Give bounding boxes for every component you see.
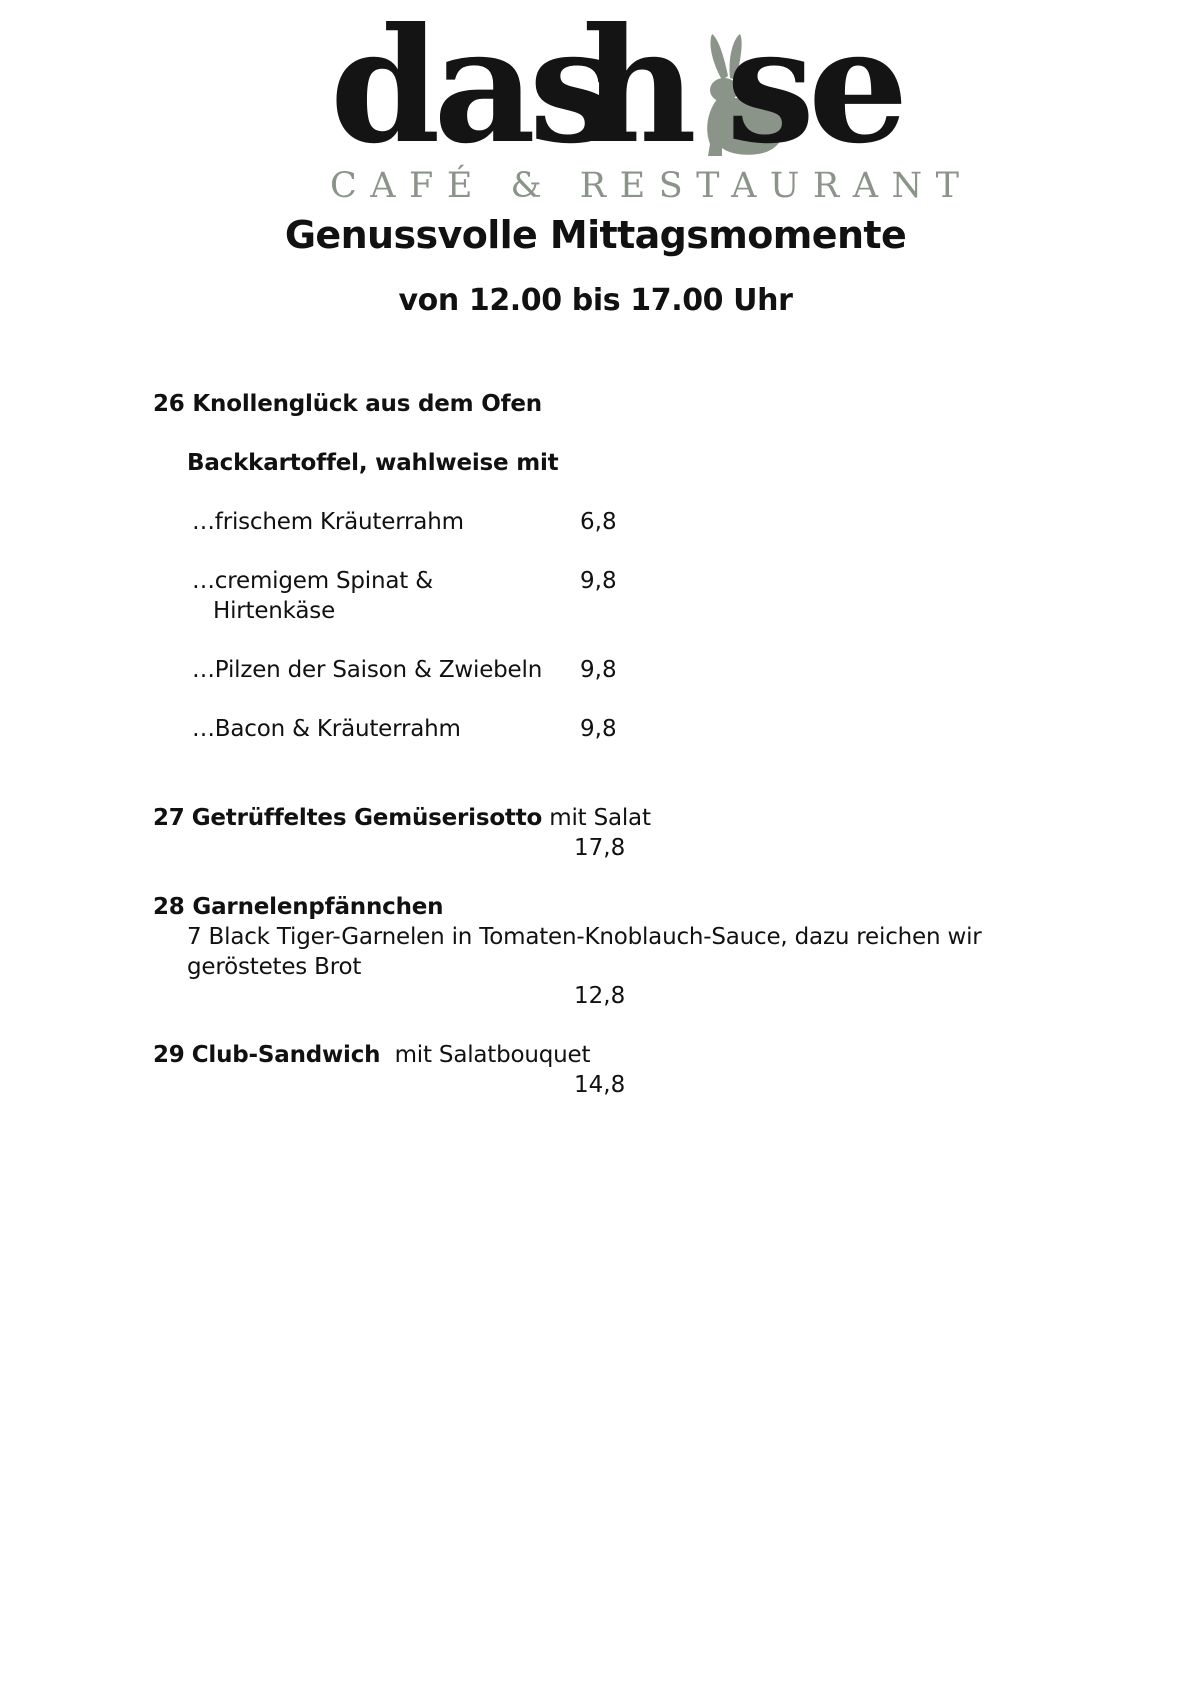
logo-word-se: se — [726, 0, 902, 179]
item-name: Knollenglück aus dem Ofen — [192, 391, 542, 417]
menu-item-27-heading — [153, 805, 651, 831]
menu-item-26-intro: Backkartoffel, wahlweise mit — [187, 450, 559, 476]
option-price: 6,8 — [580, 509, 617, 535]
logo — [330, 0, 973, 210]
opening-hours: von 12.00 bis 17.00 Uhr — [398, 283, 793, 318]
menu-item-29-heading — [153, 1042, 590, 1068]
item-description-continued: geröstetes Brot — [187, 954, 362, 980]
option-label-continued: Hirtenkäse — [213, 598, 336, 624]
item-number: 27 — [153, 805, 185, 831]
item-number: 26 — [153, 391, 185, 417]
item-price: 17,8 — [574, 835, 626, 861]
item-name: Garnelenpfännchen — [192, 894, 444, 920]
option-price: 9,8 — [580, 716, 617, 742]
item-price: 12,8 — [574, 983, 626, 1009]
item-name: Club-Sandwich — [191, 1042, 381, 1068]
logo-word-das: das — [330, 0, 611, 179]
item-name: Getrüffeltes Gemüserisotto — [191, 805, 543, 831]
logo-tagline: CAFÉ & RESTAURANT — [330, 166, 973, 206]
option-price: 9,8 — [580, 657, 617, 683]
logo-word-h: h — [582, 0, 690, 179]
item-number: 29 — [153, 1042, 185, 1068]
option-label: …frischem Kräuterrahm — [192, 509, 464, 535]
option-label: …cremigem Spinat & — [192, 568, 433, 594]
option-price: 9,8 — [580, 568, 617, 594]
item-number: 28 — [153, 894, 185, 920]
item-suffix: mit Salat — [549, 805, 651, 831]
item-price: 14,8 — [574, 1072, 626, 1098]
item-suffix: mit Salatbouquet — [394, 1042, 591, 1068]
item-description: 7 Black Tiger-Garnelen in Tomaten-Knoblauch-Sauce, dazu reichen wir — [187, 924, 982, 950]
option-label: …Bacon & Kräuterrahm — [192, 716, 461, 742]
menu-item-28-heading — [153, 894, 443, 920]
option-label: …Pilzen der Saison & Zwiebeln — [192, 657, 543, 683]
page-title: Genussvolle Mittagsmomente — [284, 213, 907, 257]
menu-item-26-heading — [153, 391, 542, 417]
